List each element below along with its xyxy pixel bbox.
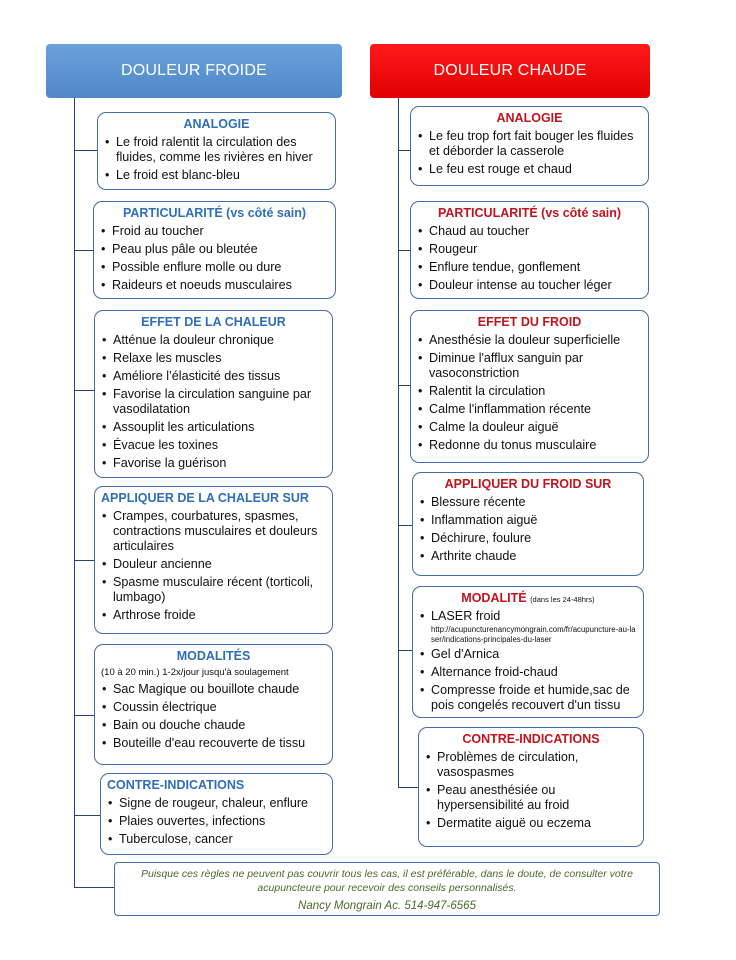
hot-modalite-header bbox=[419, 591, 637, 605]
list-item: • Peau anesthésiée ou hypersensibilité au froid bbox=[425, 783, 637, 813]
list-item: • Arthrose froide bbox=[101, 608, 326, 623]
cold-tick-effet bbox=[74, 390, 95, 391]
cold-effet-box bbox=[94, 310, 333, 478]
hot-tick-effet bbox=[398, 385, 410, 386]
hot-tree-line bbox=[398, 98, 399, 788]
hot-tick-appliquer bbox=[398, 525, 412, 526]
cold-pain-title: DOULEUR FROIDE bbox=[121, 62, 267, 79]
laser-link[interactable]: http://acupuncturenancymongrain.com/fr/acupuncture-au-laser/indications-principales-du-laser bbox=[431, 625, 636, 644]
hot-modalite-title-note: (dans les 24-48hrs) bbox=[530, 595, 595, 604]
list-item: • Alternance froid-chaud bbox=[419, 665, 637, 680]
hot-contre-box bbox=[418, 727, 644, 847]
list-item: • Chaud au toucher bbox=[417, 224, 642, 239]
cold-appliquer-box bbox=[94, 486, 333, 634]
list-item: • Atténue la douleur chronique bbox=[101, 333, 326, 348]
cold-analogie-box bbox=[97, 112, 336, 190]
cold-particularite-title: PARTICULARITÉ (vs côté sain) bbox=[122, 206, 307, 220]
hot-analogie-box bbox=[410, 106, 649, 186]
list-item: • Le froid est blanc-bleu bbox=[104, 168, 329, 183]
hot-tick-contre bbox=[398, 787, 418, 788]
list-item: • Dermatite aiguë ou eczema bbox=[425, 816, 637, 831]
list-item: • Bouteille d'eau recouverte de tissu bbox=[101, 736, 326, 751]
list-item: • Douleur ancienne bbox=[101, 557, 326, 572]
cold-analogie-title: ANALOGIE bbox=[183, 117, 250, 131]
list-item: • Bain ou douche chaude bbox=[101, 718, 326, 733]
list-item: • Douleur intense au toucher léger bbox=[417, 278, 642, 293]
list-item: • Raideurs et noeuds musculaires bbox=[100, 278, 329, 293]
hot-contre-title: CONTRE-INDICATIONS bbox=[462, 732, 600, 746]
hot-tick-particularite bbox=[398, 250, 410, 251]
list-item: • Inflammation aiguë bbox=[419, 513, 637, 528]
list-item: • Problèmes de circulation, vasospasmes bbox=[425, 750, 637, 780]
list-item: • Froid au toucher bbox=[100, 224, 329, 239]
list-item: • Assouplit les articulations bbox=[101, 420, 326, 435]
list-item: • Calme la douleur aiguë bbox=[417, 420, 642, 435]
hot-analogie-title: ANALOGIE bbox=[496, 111, 563, 125]
list-item: • Crampes, courbatures, spasmes, contractions musculaires et douleurs articulaires bbox=[101, 509, 326, 554]
cold-tree-line bbox=[74, 98, 75, 888]
cold-appliquer-title: APPLIQUER DE LA CHALEUR SUR bbox=[101, 491, 309, 505]
cold-tick-particularite bbox=[74, 250, 94, 251]
list-item-laser bbox=[419, 609, 637, 644]
list-item: • Évacue les toxines bbox=[101, 438, 326, 453]
cold-pain-header bbox=[46, 44, 342, 98]
list-item: • Possible enflure molle ou dure bbox=[100, 260, 329, 275]
list-item: • Sac Magique ou bouillote chaude bbox=[101, 682, 326, 697]
cold-tick-contre bbox=[74, 815, 100, 816]
hot-effet-title: EFFET DU FROID bbox=[477, 315, 582, 329]
list-item: • Signe de rougeur, chaleur, enflure bbox=[107, 796, 326, 811]
cold-particularite-box bbox=[93, 201, 336, 299]
list-item: • Gel d'Arnica bbox=[419, 647, 637, 662]
cold-tick-modalites bbox=[74, 715, 95, 716]
list-item: • Déchirure, foulure bbox=[419, 531, 637, 546]
hot-modalite-box bbox=[412, 586, 644, 718]
list-item: • Coussin électrique bbox=[101, 700, 326, 715]
list-item: • Le froid ralentit la circulation des fluides, comme les rivières en hiver bbox=[104, 135, 329, 165]
cold-contre-title: CONTRE-INDICATIONS bbox=[107, 778, 245, 792]
hot-tick-modalite bbox=[398, 650, 412, 651]
cold-modalites-box bbox=[94, 644, 333, 765]
cold-tick-appliquer bbox=[74, 560, 95, 561]
laser-label: LASER froid bbox=[431, 609, 501, 623]
list-item: • Plaies ouvertes, infections bbox=[107, 814, 326, 829]
hot-particularite-title: PARTICULARITÉ (vs côté sain) bbox=[437, 206, 622, 220]
list-item: • Peau plus pâle ou bleutée bbox=[100, 242, 329, 257]
list-item: • Redonne du tonus musculaire bbox=[417, 438, 642, 453]
list-item: • Tuberculose, cancer bbox=[107, 832, 326, 847]
hot-appliquer-box bbox=[412, 472, 644, 576]
hot-tick-analogie bbox=[398, 150, 410, 151]
footer-signature: Nancy Mongrain Ac. 514-947-6565 bbox=[298, 900, 476, 912]
hot-modalite-title: MODALITÉ bbox=[461, 591, 527, 605]
hot-pain-header bbox=[370, 44, 650, 98]
list-item: • Anesthésie la douleur superficielle bbox=[417, 333, 642, 348]
list-item: • Favorise la guérison bbox=[101, 456, 326, 471]
list-item: • Spasme musculaire récent (torticoli, lumbago) bbox=[101, 575, 326, 605]
list-item: • Blessure récente bbox=[419, 495, 637, 510]
list-item: • Favorise la circulation sanguine par vasodilatation bbox=[101, 387, 326, 417]
cold-modalites-note: (10 à 20 min.) 1-2x/jour jusqu'à soulagement bbox=[101, 667, 289, 678]
cold-modalites-title: MODALITÉS bbox=[176, 649, 251, 663]
list-item: • Rougeur bbox=[417, 242, 642, 257]
list-item: • Diminue l'afflux sanguin par vasoconstriction bbox=[417, 351, 642, 381]
hot-effet-box bbox=[410, 310, 649, 463]
list-item: • Améliore l’élasticité des tissus bbox=[101, 369, 326, 384]
list-item: • Relaxe les muscles bbox=[101, 351, 326, 366]
cold-footer-tick bbox=[74, 887, 114, 888]
list-item: • Compresse froide et humide,sac de pois congelés recouvert d'un tissu bbox=[419, 683, 637, 713]
cold-tick-analogie bbox=[74, 150, 98, 151]
list-item: • Enflure tendue, gonflement bbox=[417, 260, 642, 275]
hot-particularite-box bbox=[410, 201, 649, 299]
footer-text: Puisque ces règles ne peuvent pas couvrir tous les cas, il est préférable, dans le doute, de consulter votre acupuncteure pour recevoir des conseils personnalisés. bbox=[140, 868, 634, 894]
list-item: • Calme l'inflammation récente bbox=[417, 402, 642, 417]
hot-pain-title: DOULEUR CHAUDE bbox=[433, 62, 587, 79]
hot-appliquer-title: APPLIQUER DU FROID SUR bbox=[444, 477, 612, 491]
list-item: • Ralentit la circulation bbox=[417, 384, 642, 399]
cold-contre-box bbox=[100, 773, 333, 855]
cold-effet-title: EFFET DE LA CHALEUR bbox=[141, 315, 286, 329]
footer-note bbox=[114, 862, 660, 916]
list-item: • Arthrite chaude bbox=[419, 549, 637, 564]
list-item: • Le feu est rouge et chaud bbox=[417, 162, 642, 177]
list-item: • Le feu trop fort fait bouger les fluides et déborder la casserole bbox=[417, 129, 642, 159]
